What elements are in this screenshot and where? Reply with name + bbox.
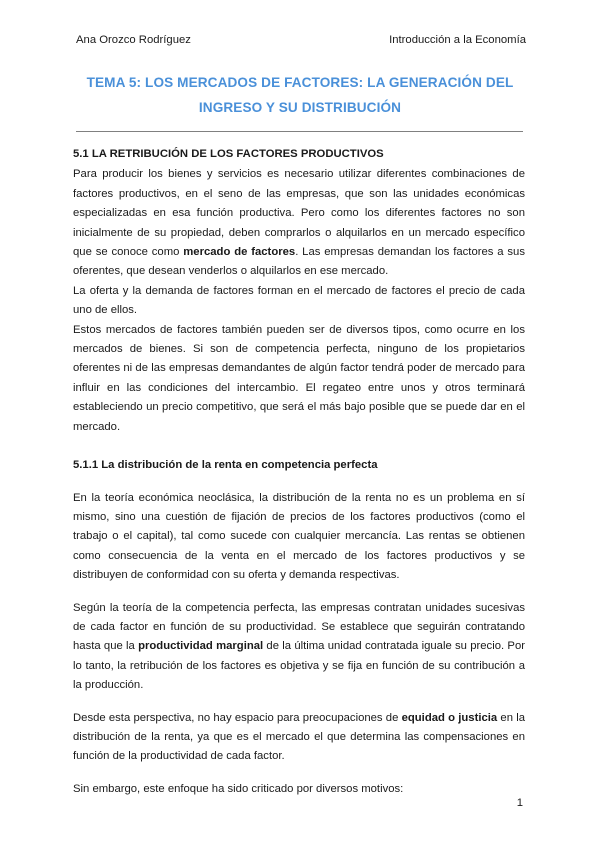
subsection-paragraph-4: Sin embargo, este enfoque ha sido criticado por diversos motivos: xyxy=(73,782,404,795)
page-header xyxy=(76,34,526,46)
header-author: Ana Orozco Rodríguez xyxy=(76,34,191,46)
subsection-paragraph-2: Según la teoría de la competencia perfecta, las empresas contratan unidades sucesivas de cada factor en función de su productividad. Se establece que seguirán contratando hasta que la productividad marginal de la última unidad contratada iguale su precio. Por lo tanto, la retribución de los factores es objetiva y se fija en función de su contribución a la producción. xyxy=(73,601,525,692)
section-heading: 5.1 LA RETRIBUCIÓN DE LOS FACTORES PRODUCTIVOS xyxy=(73,148,384,160)
section-paragraph-1: Para producir los bienes y servicios es necesario utilizar diferentes combinaciones de factores productivos, en el seno de las empresas, que son las unidades económicas especializadas en esa función productiva. Pero como los diferentes factores no son inicialmente de su propiedad, deben comprarlos o alquilarlos en un mercado específico que se conoce como mercado de factores. Las empresas demandan los factores a sus oferentes, que desean venderlos o alquilarlos en ese mercado. xyxy=(73,168,525,278)
title-line-2: INGRESO Y SU DISTRIBUCIÓN xyxy=(198,100,402,115)
term-equidad-o-justicia: equidad o justicia xyxy=(401,711,498,724)
section-paragraph-3: Estos mercados de factores también pueden ser de diversos tipos, como ocurre en los mercados de bienes. Si son de competencia perfecta, ninguno de los propietarios oferentes ni de las empresas demandantes de algún factor tendrá poder de mercado para influir en las condiciones del intercambio. El regateo entre unos y otros terminará estableciendo un precio competitivo, que será el más bajo posible que se puede dar en el mercado. xyxy=(73,323,525,433)
document-title xyxy=(60,70,540,120)
term-productividad-marginal: productividad marginal xyxy=(138,640,264,653)
subsection-paragraph-1: En la teoría económica neoclásica, la distribución de la renta no es un problema en sí mismo, sino una cuestión de fijación de precios de los factores productivos (como el trabajo o el capital), tal como sucede con cualquier mercancía. Las rentas se obtienen como consecuencia de la venta en el mercado de los factores productivos y se distribuyen de conformidad con su oferta y demanda respectivas. xyxy=(73,491,525,582)
term-mercado-de-factores: mercado de factores xyxy=(183,246,296,259)
section-paragraph-2: La oferta y la demanda de factores forman en el mercado de factores el precio de cada uno de ellos. xyxy=(73,284,525,317)
subsection-heading: 5.1.1 La distribución de la renta en competencia perfecta xyxy=(73,459,378,472)
document-body xyxy=(73,145,525,799)
header-course: Introducción a la Economía xyxy=(389,34,526,46)
page-number: 1 xyxy=(516,797,523,809)
title-line-1: TEMA 5: LOS MERCADOS DE FACTORES: LA GENERACIÓN DEL xyxy=(86,75,514,90)
title-divider xyxy=(76,131,523,132)
subsection-paragraph-3: Desde esta perspectiva, no hay espacio para preocupaciones de equidad o justicia en la distribución de la renta, ya que es el mercado el que determina las compensaciones en función de la productividad de cada factor. xyxy=(73,711,525,763)
